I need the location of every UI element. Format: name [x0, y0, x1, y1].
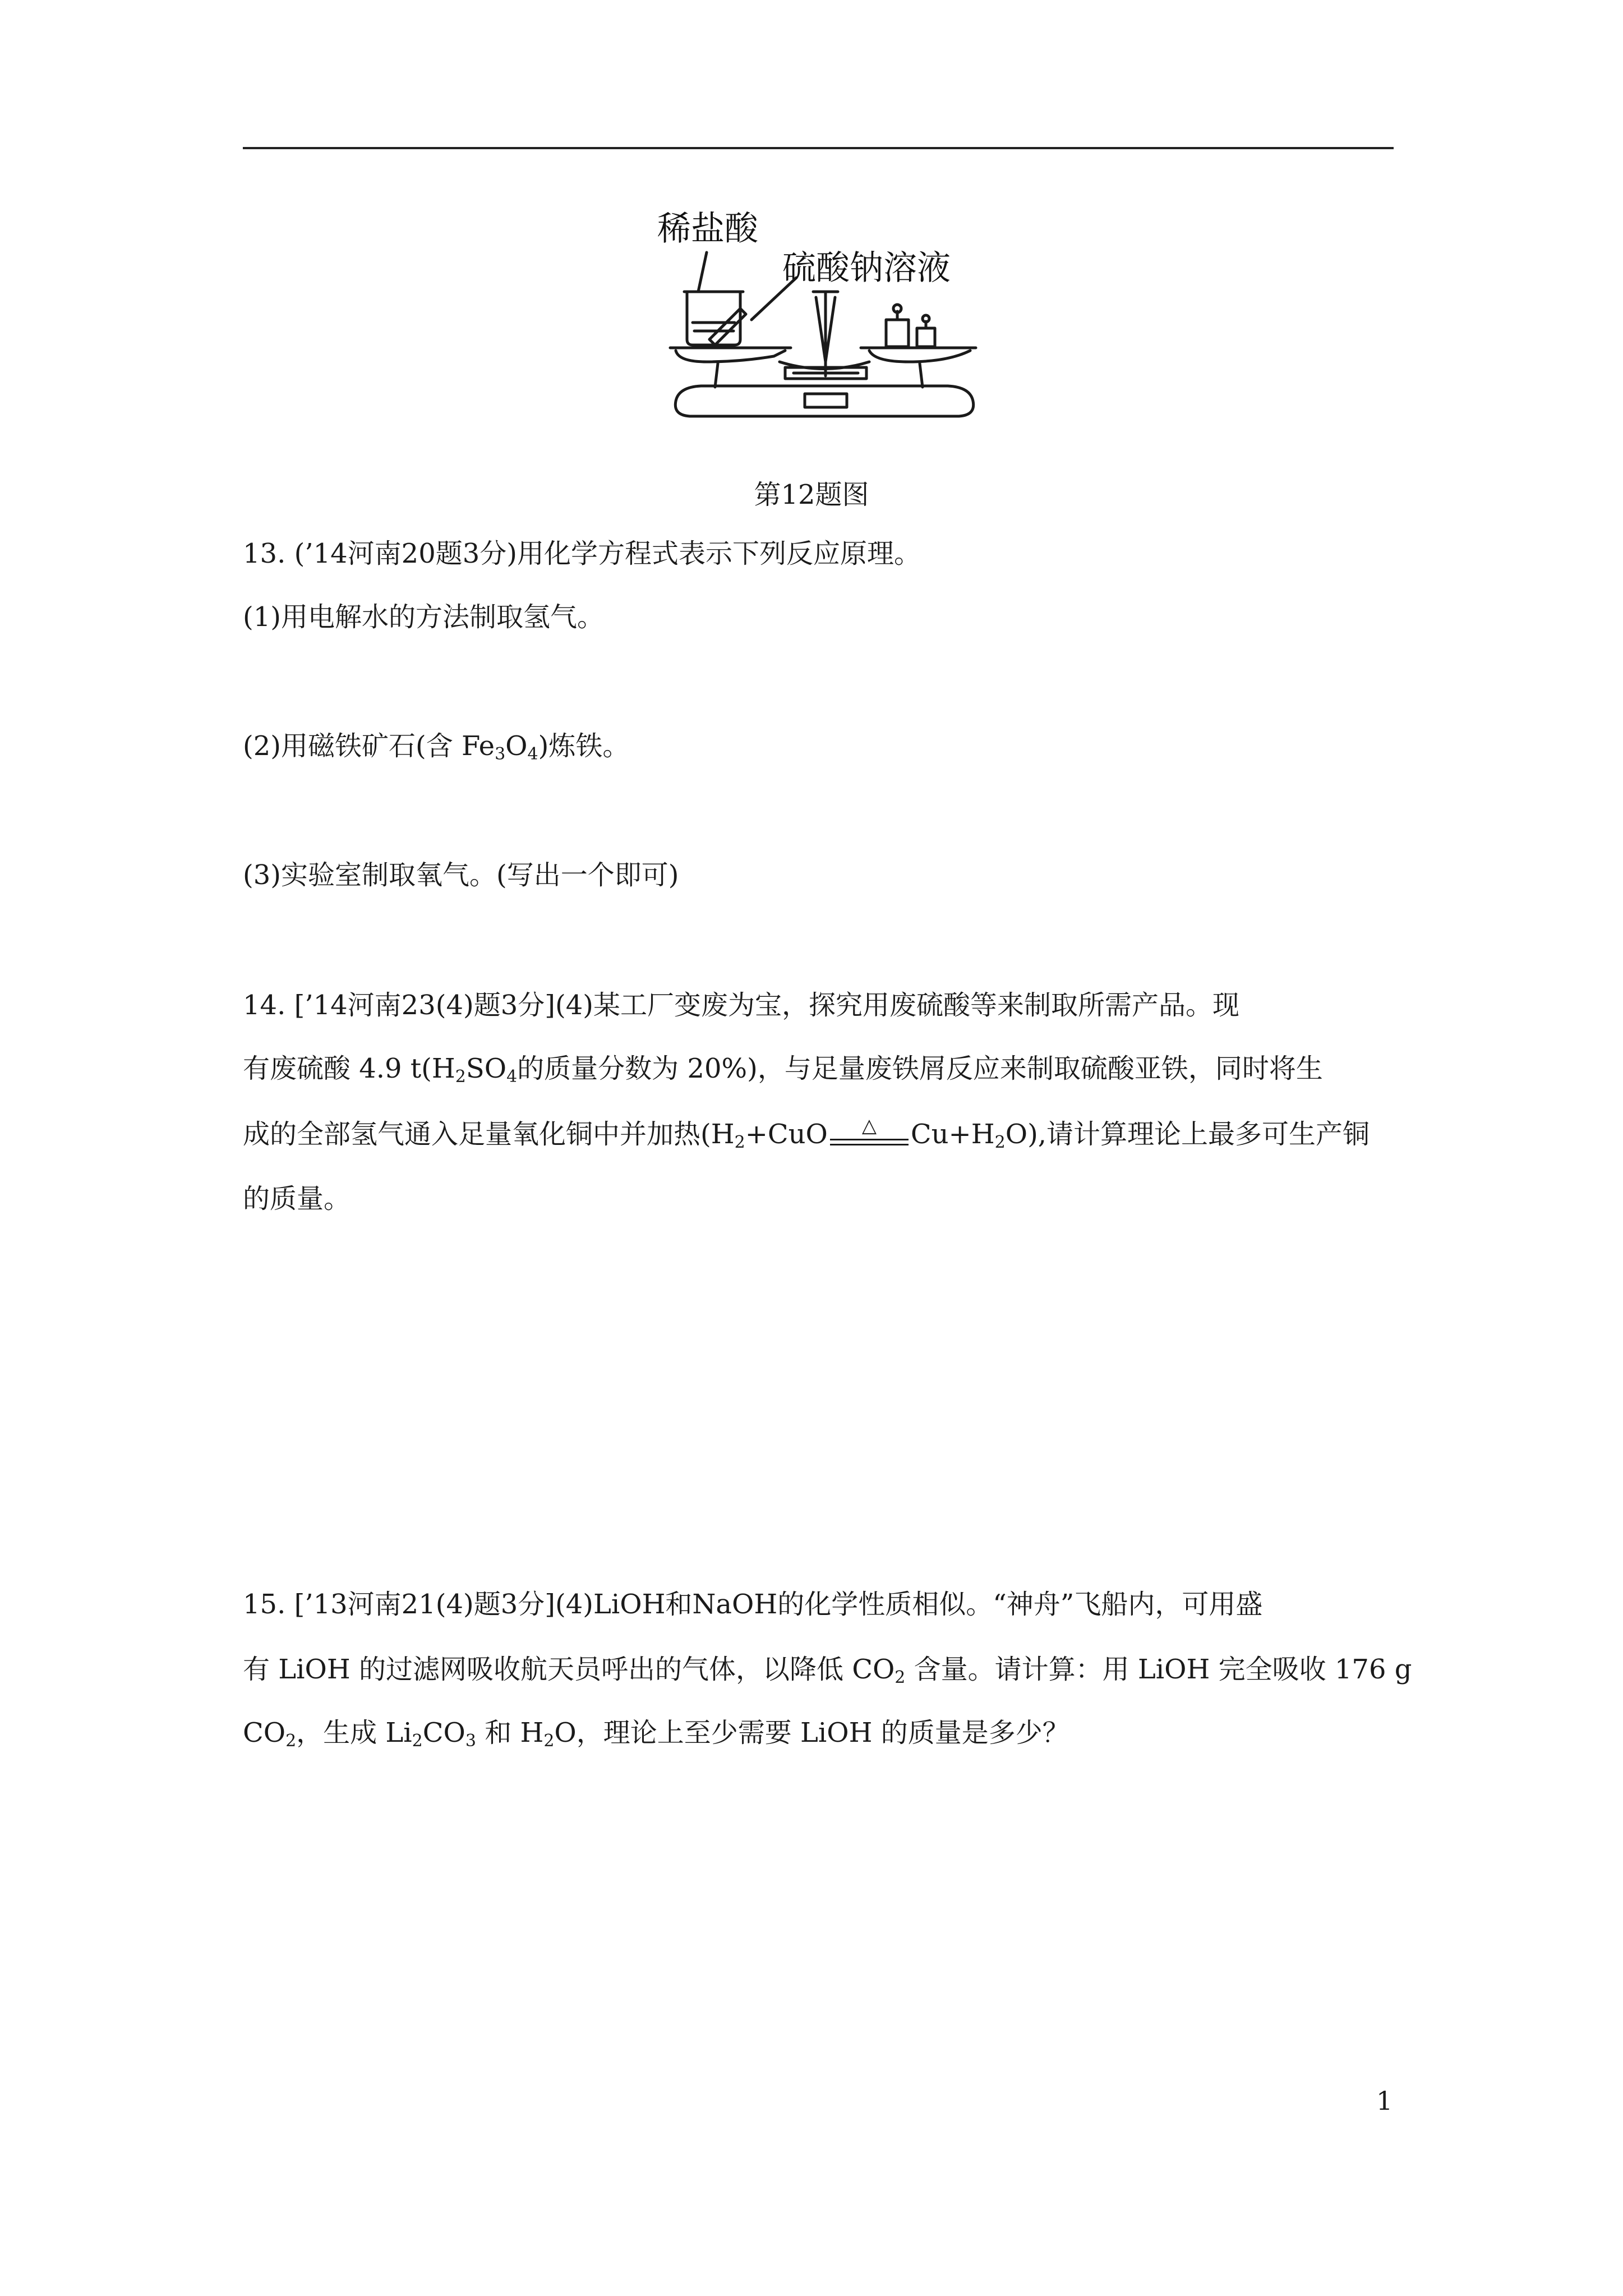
q13-part1: (1)用电解水的方法制取氢气。 [243, 601, 604, 633]
q13-part3: (3)实验室制取氧气。(写出一个即可) [243, 859, 679, 891]
heat-symbol: △ [861, 1114, 877, 1137]
heating-condition [830, 1116, 909, 1145]
q14-line1: 14. [’14河南23(4)题3分](4)某工厂变废为宝，探究用废硫酸等来制取所需产品。现 [243, 990, 1239, 1021]
label-sodium-sulfate: 硫酸钠溶液 [782, 249, 951, 288]
header-rule [243, 147, 1394, 149]
equals-bar [830, 1139, 909, 1145]
page-number: 1 [1376, 2086, 1393, 2116]
q13-part2: (2)用磁铁矿石(含 $Fe_3O_4$)炼铁。 [243, 730, 630, 764]
q14-line4: 的质量。 [243, 1183, 351, 1214]
q13-stem: 13. (’14河南20题3分)用化学方程式表示下列反应原理。 [243, 538, 921, 569]
q15-line1: 15. [’13河南21(4)题3分](4)LiOH和NaOH的化学性质相似。“神舟”飞船内，可用盛 [243, 1589, 1263, 1620]
balance-figure [645, 208, 993, 438]
label-dilute-hcl: 稀盐酸 [657, 209, 758, 249]
q14-line3: 成的全部氢气通入足量氧化铜中并加热($H_2+CuO$ △ $Cu+H_2O$),请计算理论上最多可生产铜 [243, 1114, 1370, 1152]
q15-line2: 有 LiOH 的过滤网吸收航天员呼出的气体，以降低 $CO_2$ 含量。请计算：用 LiOH 完全吸收 176 g [243, 1654, 1412, 1687]
q15-line3: $CO_2$，生成 $Li_2CO_3$ 和 $H_2O$，理论上至少需要 LiOH 的质量是多少？ [243, 1717, 1069, 1751]
q14-line2: 有废硫酸 4.9 $t(H_2SO_4$的质量分数为 20%)，与足量废铁屑反应来制取硫酸亚铁，同时将生 [243, 1053, 1323, 1087]
figure-caption: 第12题图 [754, 479, 869, 510]
